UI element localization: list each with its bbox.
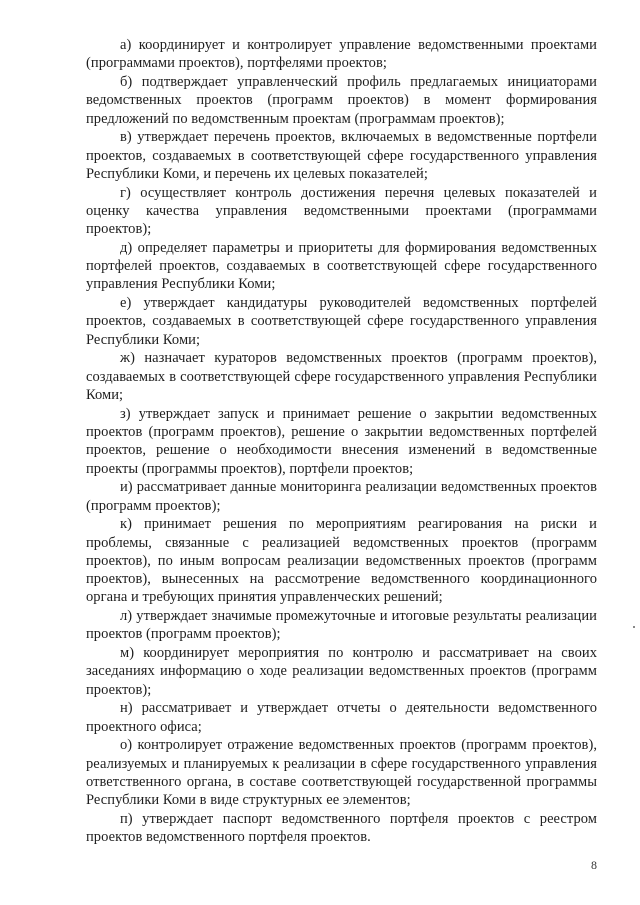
list-item-l: л) утверждает значимые промежуточные и итоговые результаты реализации проектов (программ проектов); [86, 608, 597, 643]
document-body [86, 36, 597, 847]
list-item-zh: ж) назначает кураторов ведомственных проектов (программ проектов), создаваемых в соответствующей сфере государственного управления Республики Коми; [86, 350, 597, 403]
list-item-i: и) рассматривает данные мониторинга реализации ведомственных проектов (программ проектов); [86, 479, 597, 514]
page-number: 8 [591, 858, 597, 872]
list-item-o: о) контролирует отражение ведомственных проектов (программ проектов), реализуемых и планируемых к реализации в сфере государственного управления ответственного органа, в составе соответствующей государственной программы Республики Коми в виде структурных ее элементов; [86, 737, 597, 809]
list-item-b: б) подтверждает управленческий профиль предлагаемых инициаторами ведомственных проектов (программ проектов) в момент формирования предложений по ведомственным проектам (программам проектов); [86, 73, 597, 127]
list-item-k: к) принимает решения по мероприятиям реагирования на риски и проблемы, связанные с реализацией ведомственных проектов (программ проектов), по иным вопросам реализации ведомственных проектов (программ проектов), вынесенных на рассмотрение ведомственного координационного органа и требующих принятия управленческих решений; [86, 516, 597, 606]
list-item-m: м) координирует мероприятия по контролю и рассматривает на своих заседаниях информацию о ходе реализации ведомственных проектов (программ проектов); [86, 645, 597, 698]
list-item-n: н) рассматривает и утверждает отчеты о деятельности ведомственного проектного офиса; [86, 700, 597, 735]
list-item-e: е) утверждает кандидатуры руководителей ведомственных портфелей проектов, создаваемых в соответствующей сфере государственного управления Республики Коми; [86, 295, 597, 348]
list-item-a: а) координирует и контролирует управление ведомственными проектами (программами проектов), портфелями проектов; [86, 37, 597, 72]
list-item-d: д) определяет параметры и приоритеты для формирования ведомственных портфелей проектов, создаваемых в соответствующей сфере государственного управления Республики Коми; [86, 239, 597, 293]
list-item-v: в) утверждает перечень проектов, включаемых в ведомственные портфели проектов, создаваемых в соответствующей сфере государственного управления Республики Коми, и перечень их целевых показателей; [86, 129, 597, 182]
list-item-z: з) утверждает запуск и принимает решение о закрытии ведомственных проектов (программ проектов), решение о закрытии ведомственных портфелей проектов, решение о необходимости внесения изменений в ведомственные проекты (программы проектов), портфели проектов; [86, 405, 597, 477]
scan-speck [633, 626, 635, 628]
list-item-p: п) утверждает паспорт ведомственного портфеля проектов с реестром проектов ведомственного портфеля проектов. [86, 810, 597, 846]
list-item-g: г) осуществляет контроль достижения перечня целевых показателей и оценку качества управления ведомственными проектами (программами проектов); [86, 184, 597, 238]
